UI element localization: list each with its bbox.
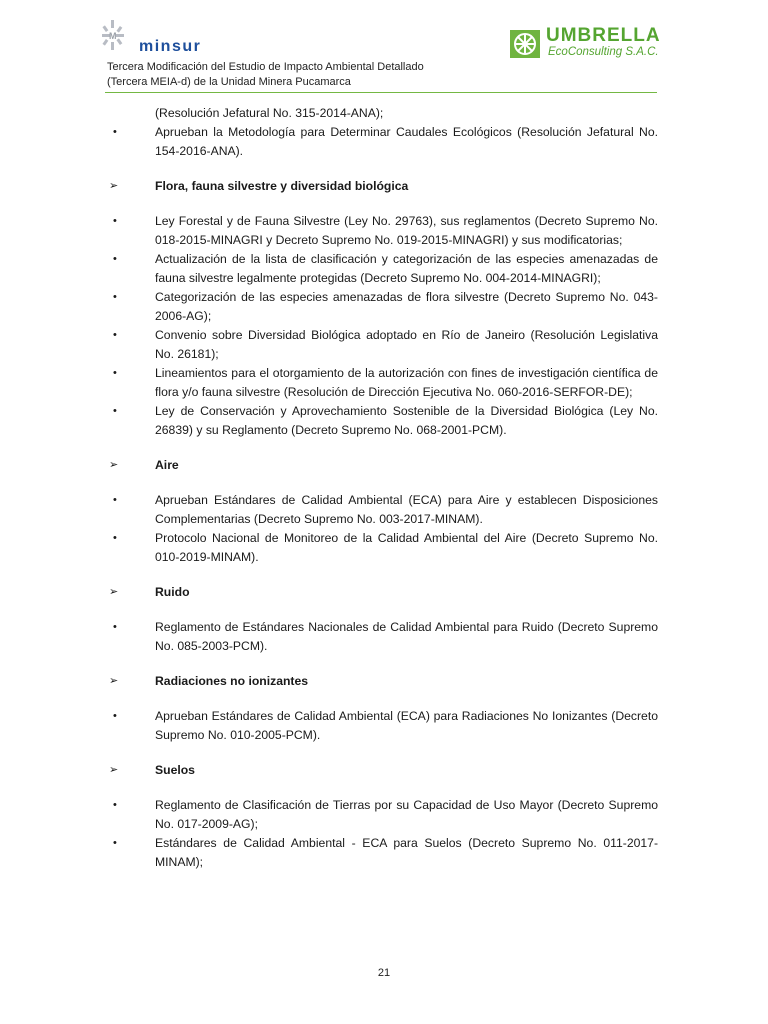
section-heading-text: Flora, fauna silvestre y diversidad biológica <box>155 179 409 193</box>
list-item <box>107 123 658 161</box>
arrow-bullet-icon: ➢ <box>109 586 119 598</box>
list-item-text: Estándares de Calidad Ambiental - ECA para Suelos (Decreto Supremo No. 011-2017-MINAM); <box>155 836 658 869</box>
page-header <box>0 0 768 96</box>
arrow-bullet-icon: ➢ <box>109 459 119 471</box>
page-number: 21 <box>377 967 391 979</box>
umbrella-logo-title: UMBRELLA <box>546 25 661 46</box>
continuation-text: (Resolución Jefatural No. 315-2014-ANA); <box>155 106 384 120</box>
bullet-icon: • <box>113 367 117 379</box>
section-heading-radiaciones <box>107 672 658 691</box>
list-item-text: Ley de Conservación y Aprovechamiento Sostenible de la Diversidad Biológica (Ley No. 26839) y su Reglamento (Decreto Supremo No. 068-2001-PCM). <box>155 404 658 437</box>
list-item <box>107 707 658 745</box>
section-heading-text: Aire <box>155 458 179 472</box>
list-item-text: Reglamento de Estándares Nacionales de Calidad Ambiental para Ruido (Decreto Supremo No. 085-2003-PCM). <box>155 620 658 653</box>
list-item <box>107 212 658 250</box>
minsur-logo-text: minsur <box>139 38 202 54</box>
section-heading-flora-fauna <box>107 177 658 196</box>
list-item <box>107 326 658 364</box>
minsur-logo <box>102 18 252 54</box>
list-item <box>107 834 658 872</box>
list-item <box>107 364 658 402</box>
bullet-icon: • <box>113 215 117 227</box>
list-item <box>107 288 658 326</box>
list-item-text: Convenio sobre Diversidad Biológica adoptado en Río de Janeiro (Resolución Legislativa No. 26181); <box>155 328 658 361</box>
bullet-icon: • <box>113 329 117 341</box>
bullet-icon: • <box>113 126 117 138</box>
list-item-text: Aprueban Estándares de Calidad Ambiental (ECA) para Aire y establecen Disposiciones Complementarias (Decreto Supremo No. 003-2017-MINAM). <box>155 493 658 526</box>
bullet-icon: • <box>113 532 117 544</box>
arrow-bullet-icon: ➢ <box>109 675 119 687</box>
bullet-icon: • <box>113 799 117 811</box>
list-item <box>107 402 658 440</box>
list-item <box>107 796 658 834</box>
list-item-text: Lineamientos para el otorgamiento de la autorización con fines de investigación científica de flora y/o fauna silvestre (Resolución de Dirección Ejecutiva No. 060-2016-SERFOR-DE); <box>155 366 658 399</box>
umbrella-logo-icon <box>510 30 540 58</box>
bullet-icon: • <box>113 291 117 303</box>
list-item <box>107 529 658 567</box>
header-divider <box>105 92 657 93</box>
arrow-bullet-icon: ➢ <box>109 180 119 192</box>
list-item <box>107 618 658 656</box>
list-item-text: Aprueban Estándares de Calidad Ambiental (ECA) para Radiaciones No Ionizantes (Decreto Supremo No. 010-2005-PCM). <box>155 709 658 742</box>
bullet-icon: • <box>113 253 117 265</box>
umbrella-logo <box>510 25 670 62</box>
bullet-icon: • <box>113 710 117 722</box>
bullet-icon: • <box>113 837 117 849</box>
umbrella-logo-subtitle: EcoConsulting S.A.C. <box>548 46 659 58</box>
svg-text:M: M <box>109 31 117 41</box>
header-title-line-2: (Tercera MEIA-d) de la Unidad Minera Pucamarca <box>107 76 351 88</box>
section-heading-text: Ruido <box>155 585 190 599</box>
list-item-text: Actualización de la lista de clasificación y categorización de las especies amenazadas de fauna silvestre legalmente protegidas (Decreto Supremo No. 004-2014-MINAGRI); <box>155 252 658 285</box>
list-item-text: Categorización de las especies amenazadas de flora silvestre (Decreto Supremo No. 043-2006-AG); <box>155 290 658 323</box>
arrow-bullet-icon: ➢ <box>109 764 119 776</box>
bullet-icon: • <box>113 494 117 506</box>
section-heading-aire <box>107 456 658 475</box>
list-item <box>107 491 658 529</box>
bullet-icon: • <box>113 405 117 417</box>
list-item-text: Aprueban la Metodología para Determinar Caudales Ecológicos (Resolución Jefatural No. 154-2016-ANA). <box>155 125 658 158</box>
section-heading-suelos <box>107 761 658 780</box>
document-body <box>107 104 658 872</box>
section-heading-text: Radiaciones no ionizantes <box>155 674 309 688</box>
section-heading-ruido <box>107 583 658 602</box>
bullet-icon: • <box>113 621 117 633</box>
list-item-text: Protocolo Nacional de Monitoreo de la Calidad Ambiental del Aire (Decreto Supremo No. 010-2019-MINAM). <box>155 531 658 564</box>
header-title-line-1: Tercera Modificación del Estudio de Impacto Ambiental Detallado <box>107 61 424 73</box>
list-item <box>107 250 658 288</box>
section-heading-text: Suelos <box>155 763 195 777</box>
list-item-text: Reglamento de Clasificación de Tierras por su Capacidad de Uso Mayor (Decreto Supremo No. 017-2009-AG); <box>155 798 658 831</box>
list-item-text: Ley Forestal y de Fauna Silvestre (Ley No. 29763), sus reglamentos (Decreto Supremo No. 018-2015-MINAGRI y Decreto Supremo No. 019-2015-MINAGRI) y sus modificatorias; <box>155 214 658 247</box>
